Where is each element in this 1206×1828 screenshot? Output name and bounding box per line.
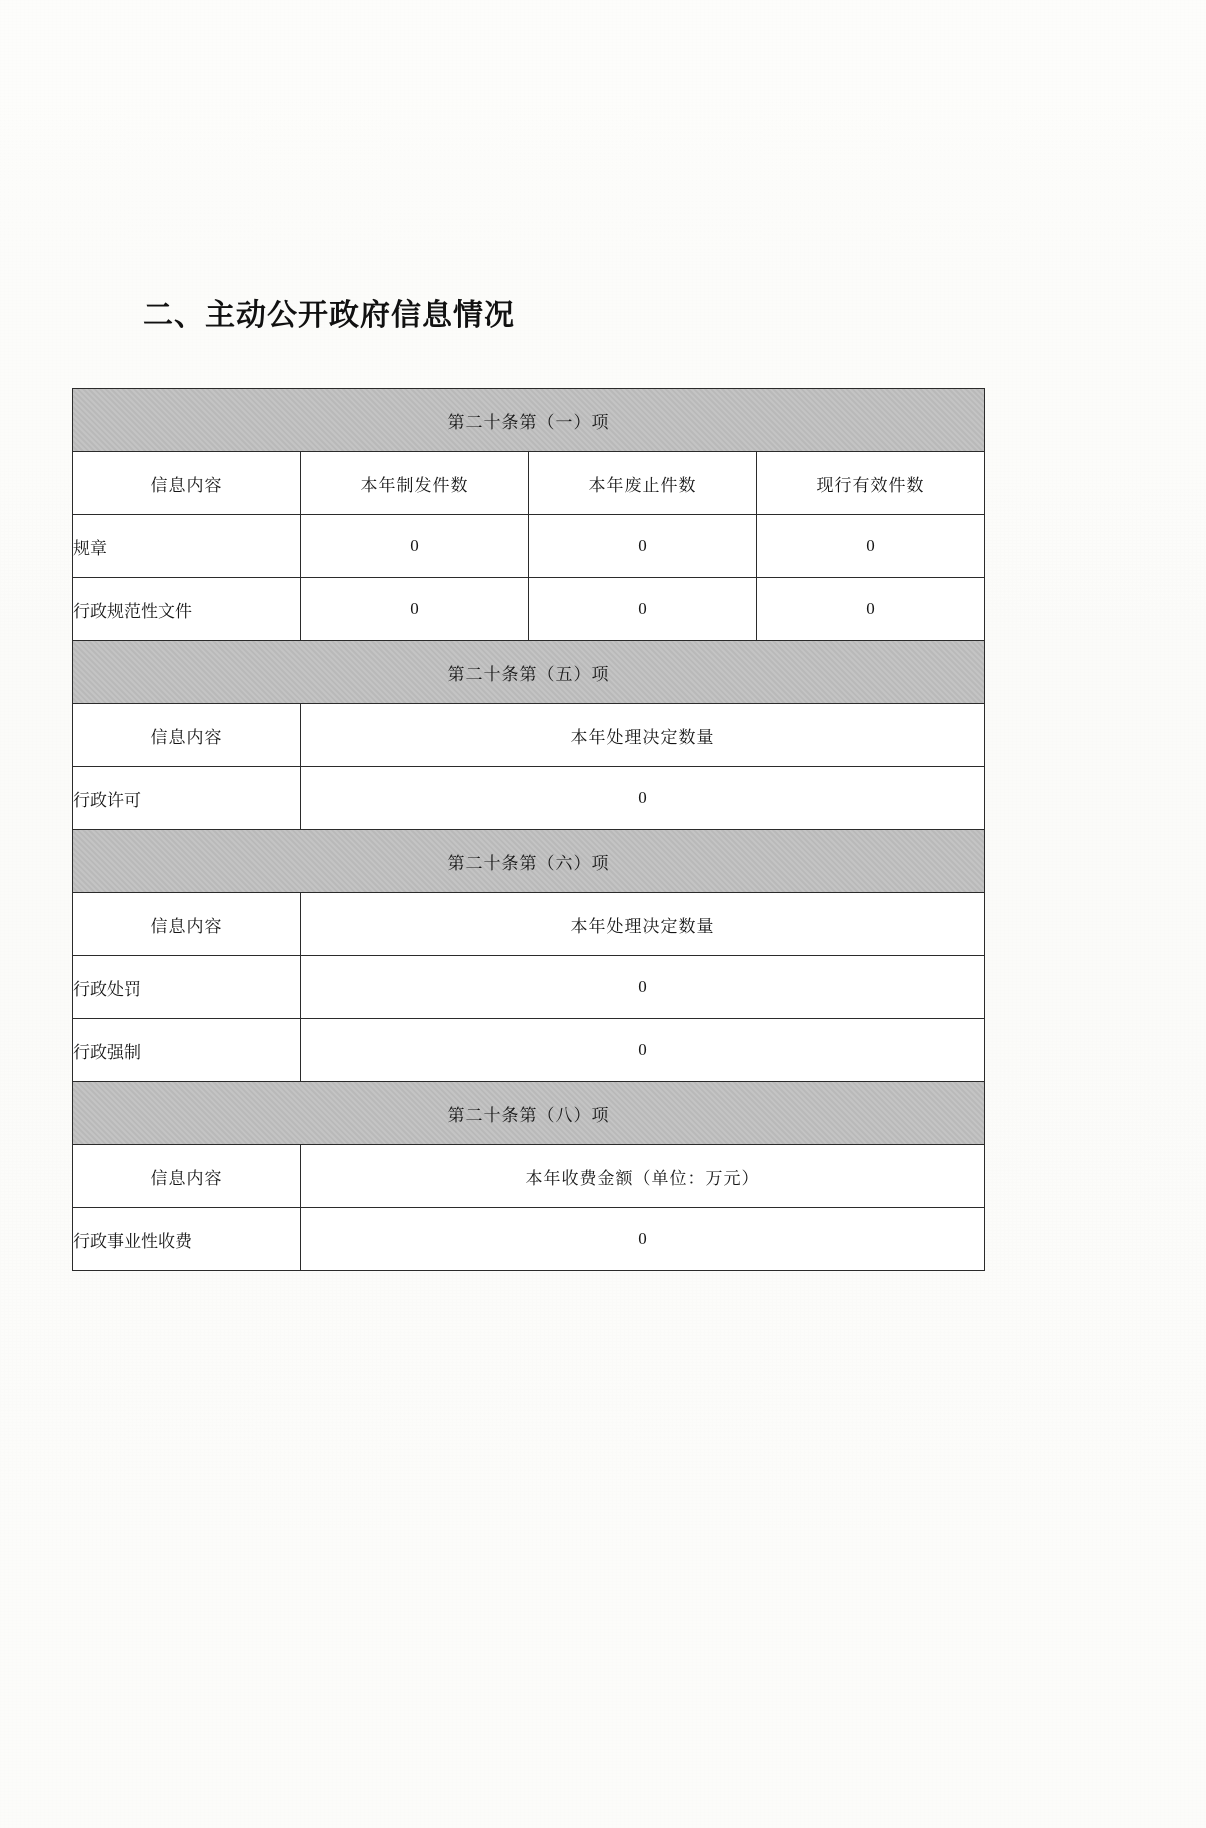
column-header: 本年废止件数 — [529, 452, 757, 515]
column-header: 现行有效件数 — [757, 452, 985, 515]
row-value: 0 — [529, 578, 757, 641]
page-title: 二、主动公开政府信息情况 — [143, 299, 515, 332]
banner-label: 第二十条第（六）项 — [73, 830, 985, 893]
information-disclosure-table — [72, 388, 985, 1271]
row-value: 0 — [301, 1208, 985, 1271]
row-label: 行政规范性文件 — [73, 578, 301, 641]
table-banner-row — [73, 389, 985, 452]
column-header: 信息内容 — [73, 704, 301, 767]
row-label: 行政事业性收费 — [73, 1208, 301, 1271]
table-row — [73, 767, 985, 830]
column-header: 信息内容 — [73, 452, 301, 515]
information-disclosure-table-wrapper — [72, 388, 984, 1271]
column-header: 本年处理决定数量 — [301, 704, 985, 767]
table-header-row — [73, 893, 985, 956]
table-row — [73, 578, 985, 641]
table-row — [73, 1208, 985, 1271]
column-header: 本年处理决定数量 — [301, 893, 985, 956]
table-banner-row — [73, 830, 985, 893]
row-value: 0 — [757, 515, 985, 578]
row-value: 0 — [301, 767, 985, 830]
column-header: 本年制发件数 — [301, 452, 529, 515]
table-header-row — [73, 452, 985, 515]
row-label: 行政处罚 — [73, 956, 301, 1019]
banner-label: 第二十条第（八）项 — [73, 1082, 985, 1145]
table-header-row — [73, 704, 985, 767]
banner-label: 第二十条第（五）项 — [73, 641, 985, 704]
row-value: 0 — [529, 515, 757, 578]
table-banner-row — [73, 1082, 985, 1145]
row-label: 行政许可 — [73, 767, 301, 830]
column-header: 信息内容 — [73, 1145, 301, 1208]
row-value: 0 — [301, 1019, 985, 1082]
row-value: 0 — [757, 578, 985, 641]
column-header: 本年收费金额（单位：万元） — [301, 1145, 985, 1208]
table-row — [73, 515, 985, 578]
table-row — [73, 1019, 985, 1082]
row-value: 0 — [301, 956, 985, 1019]
row-label: 规章 — [73, 515, 301, 578]
table-banner-row — [73, 641, 985, 704]
table-header-row — [73, 1145, 985, 1208]
row-value: 0 — [301, 515, 529, 578]
row-label: 行政强制 — [73, 1019, 301, 1082]
table-row — [73, 956, 985, 1019]
column-header: 信息内容 — [73, 893, 301, 956]
banner-label: 第二十条第（一）项 — [73, 389, 985, 452]
row-value: 0 — [301, 578, 529, 641]
